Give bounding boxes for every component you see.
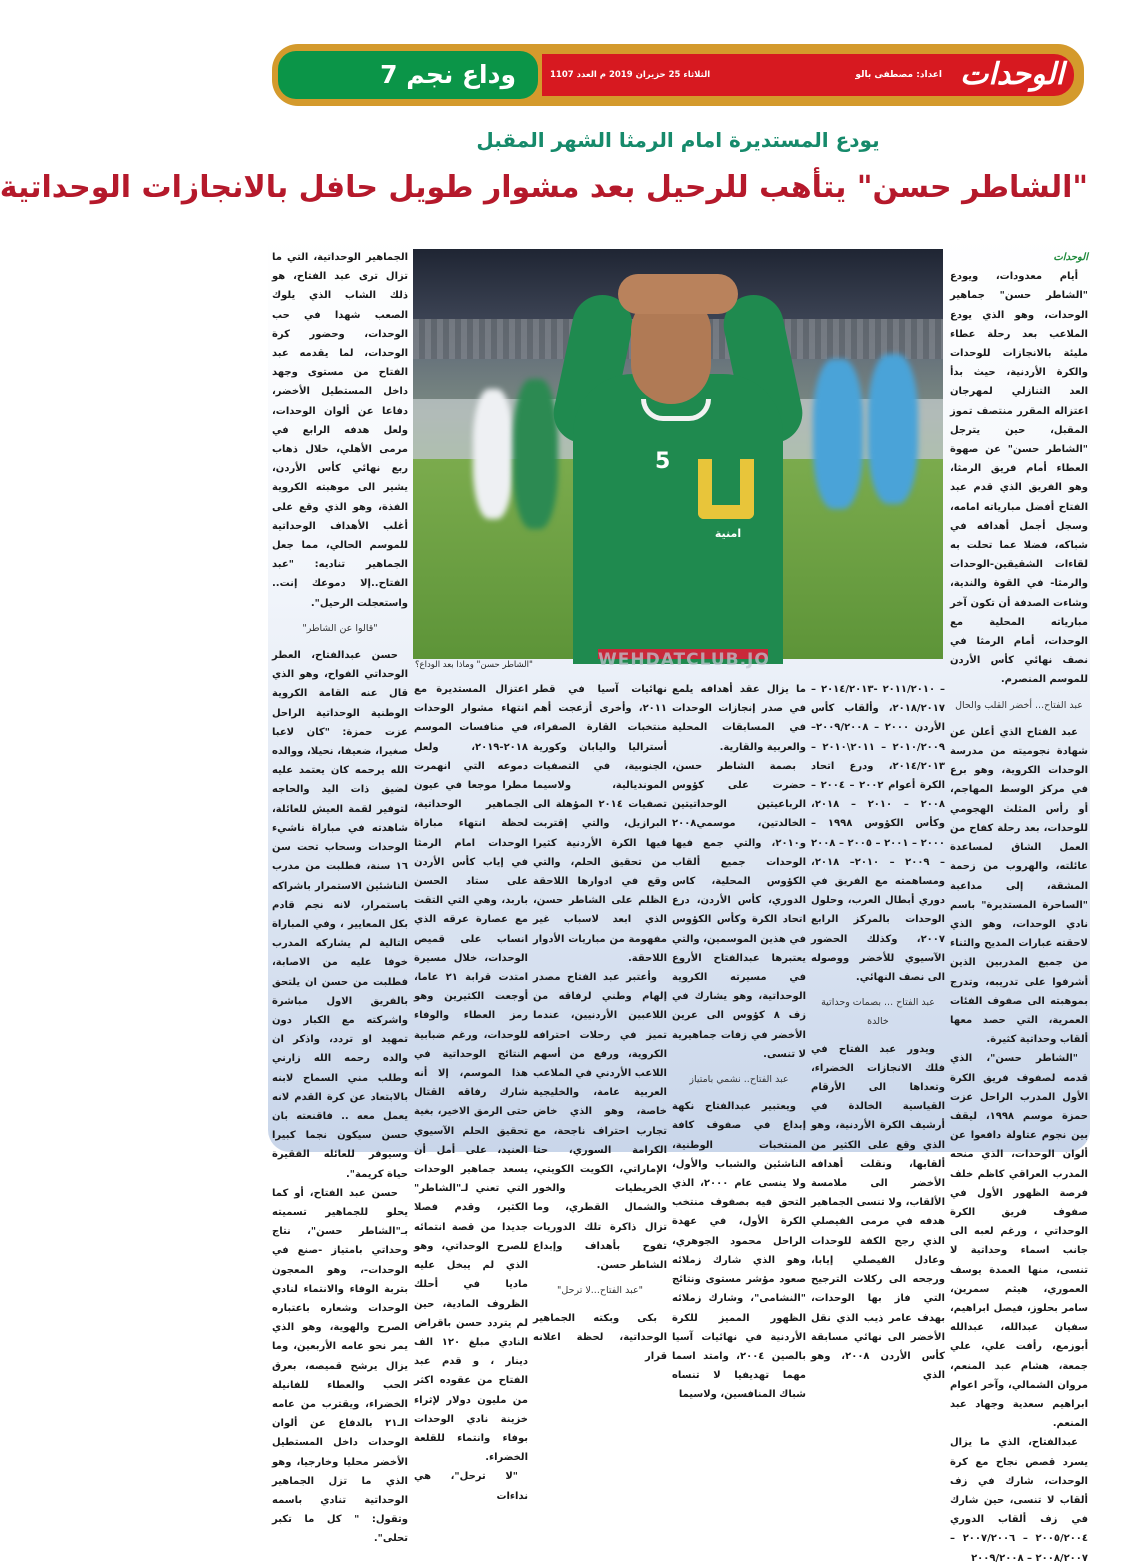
subheading: "عبد الفتاح...لا ترحل" xyxy=(557,1285,643,1297)
paragraph: "الشاطر حسن"، الذي قدمه لصفوف فريق الكرة الأول المدرب الراحل عزت حمزة موسم ١٩٩٨، ليقف بين نجوم عتاولة دافعوا عن ألوان الوحدات، الذي منحه المدرب العراقي كاظم خلف فرصة الظهور الأول في صفوف فريق الكرة الوحداتي ، ورغم لعبه الى جانب اسماء وحداتية لا تنسى، منها العمدة يوسف العموري، هيثم سمرين، سامر بحلوز، فيصل ابراهيم، سفيان عبدالله، عبدالله أبوزمع، رأفت علي، علي جمعة، هشام عبد المنعم، مروان الشمالي، وآخر اعوام ابراهيم سعدية وجهاد عبد المنعم. xyxy=(950,1053,1088,1430)
player-photo xyxy=(413,249,943,659)
paragraph: حسن عبد الفتاح، أو كما يحلو للجماهير تسميته بـ"الشاطر حسن"، نتاج وحداتي بامتياز -صنع في الوحدات-، وهو المعجون بتربة الوفاء والانتماء لنادي الوحدات وشعاره باعتباره الصرح والهوية، وهو الذي يمر نحو عامه الأربعين، وما يزال يرشح قميصه، بعرق الحب والعطاء للفانيلة الخضراء، ويقترب من عامه الـ٢١ بالدفاع عن ألوان الوحدات داخل المستطيل الأخضر محليا وخارجيا، وهو الذي ما تزل الجماهير الوحداتية تنادي باسمه وتقول: " كل ما تكبر تحلى". xyxy=(272,1187,408,1545)
article-kicker: يودع المستديرة امام الرمثا الشهر المقبل xyxy=(476,128,880,152)
article-headline: "الشاطر حسن" يتأهب للرحيل بعد مشوار طويل حافل بالانجازات الوحداتية xyxy=(0,170,1088,205)
sponsor-logo-icon xyxy=(698,459,754,519)
header-green-band xyxy=(278,51,538,99)
shirt-number: 5 xyxy=(655,449,671,474)
sponsor-text: امنية xyxy=(714,527,742,540)
paragraph: اعتزال المستديرة مع انتهاء مشوار الوحدات في منافسات الموسم ٢٠١٨-٢٠١٩، ولعل دموعه التي انهمرت مطرا موجعا في عيون الجماهير الوحداتية، لحظة انتهاء مباراة الوحدات امام الرمثا في إياب كأس الأردن على ستاد الحسن باربد، وهي التي التقت مع عصارة عرقه الذي انساب على قميص الوحدات، خلال مسيرة امتدت قرابة ٢١ عاما، أوجعت الكثيرين وهو رمز العطاء والوفاء للوحدات، ورغم ضبابية النتائج الوحداتية في هذا الموسم، إلا أنه شارك رفاقه القتال حتى الرمق الاخير، بغية تحقيق الحلم الآسيوي العنيد، على أمل أن يسعد جماهير الوحدات التي تعني لـ"الشاطر" الكثير، وقدم فصلا جديدا من قصة انتمائه للصرح الوحداتي، وهو الذي لم يبخل عليه ماديا في أحلك الظروف المادية، حين لم يتردد حسن باقراض النادي مبلغ ١٢٠ الف دينار ، و قدم عبد الفتاح من عقوده اكثر من مليون دولار لإثراء خزينة نادي الوحدات بوفاء وانتماء للقلعة الخضراء. xyxy=(414,684,529,1464)
photo-caption: "الشاطر حسن" وماذا بعد الوداع؟ xyxy=(415,660,533,670)
article-column-3 xyxy=(672,680,807,1401)
subheading: "قالوا عن الشاطر" xyxy=(302,622,378,634)
watermark: WEHDATCLUB.JO xyxy=(598,650,770,670)
paragraph: "لا ترحل"، هي نداءات xyxy=(414,1471,528,1502)
header-red-band xyxy=(542,54,1074,96)
paragraph: الجماهير الوحداتية، التي ما تزال ترى عبد الفتاح، هو ذلك الشاب الذي يلوك الصعب شهدا في حب الوحدات، وحضور كرة الوحدات، لما يقدمه عبد الفتاح من مستوى وجهد داخل المستطيل الأخضر، دفاعا عن ألوان الوحدات، ولعل هدفه الرابع في مرمى الأهلي، خلال ذهاب ربع نهائي كأس الأردن، يشير الى موهبته الكروية الفذة، وهو الذي وقع على أغلب الأهداف الوحداتية للموسم الحالي، مما جعل الجماهير تناديه: "عبد الفتاح..إلا دموعك إنت.. واستعجلت الرحيل". xyxy=(272,252,408,609)
paragraph: نهائيات آسيا في قطر ٢٠١١، وأخرى أزعجت أهم منتخبات القارة الصفراء، أستراليا واليابان وكورية الجنوبية، في التصفيات المونديالية، ولاسيما تصفيات ٢٠١٤ المؤهلة الى البرازيل، والتي إقتربت فيها الكرة الأردنية كثيرا من تحقيق الحلم، والتي وقع في ادوارها اللاحقة الظلم على الشاطر حسن، الذي ابعد لاسباب غير مفهومة من مباريات الأدوار اللاحقة. xyxy=(533,684,667,964)
article-column-2 xyxy=(811,680,946,1382)
paragraph: عبد الفتاح الذي أعلن عن شهادة نجوميته من مدرسة الوحدات الكروية، وهو برع في مركز الوسط المهاجم، أو رأس المثلث الهجومي للوحدات، بعد رحلة كفاح من العمل الشاق لمساعدة عائلته، والهروب من زحمة المشقة، إلى مداعبة "الساحرة المستديرة" باسم نادي الوحدات، وهو الذي لاحقته عبارات المديح والثناء من جميع المدربين الذين أشرفوا على تدريبه، وتدرج بموهبته الى صفوف الفئات العمرية، التي حصد معها ألقاب وحداتية كثيرة. xyxy=(950,726,1088,1046)
paragraph: ويعتبير عبدالفتاح نكهة إبداع في صفوف كافة المنتخبات الوطنية، الناشئين والشباب والأول، ولا ينسى عام ٢٠٠٠، الذي التحق فيه بصفوف منتخب الكرة الأول، في عهدة الراحل محمود الجوهري، وهو الذي شارك زملائه صعود مؤشر مستوى ونتائج "النشامى"، وشارك زملائه الظهور المميز للكرة الأردنية في نهائيات آسيا بالصين ٢٠٠٤، وامتد اسما مهما تهديفيا لا تنساه شباك المنافسين، ولاسيما xyxy=(672,1101,807,1401)
paragraph: حسن عبدالفتاح، العطر الوحداتي الفواح، وهو الذي قال عنه القامة الكروية الوطنية الوحداتية الراحل عزت حمزة: "كان لاعبا صغيرا، ضعيفا، نحيلا، ووالده الله يرحمه كان يعتمد عليه لضيق ذات اليد والحاجه لتوفير لقمة العيش للعائلة، شاهدته في مباراة ناشيء الوحدات وسحاب تحت سن ١٦ سنة، فطلبت من مدرب الناشئين الاستمرار باشراكه باستمرار، لانه نجم قادم بكل المعايير ، وفي المباراة التالية لم يشاركه المدرب خوفا عليه من الاصابة، فطلبت من حسن ان يلتحق بالفريق الاول مباشرة واشركته مع الكبار دون تمهيد او تردد، واذكر ان والده رحمه الله زارني وطلب مني السماح لابنه بالابتعاد عن كرة القدم لانه يعمل معه .. فاقنعته بان حسن سيكون نجما كبيرا وسيوفر للعائله الفقيرة حياة كريمة". xyxy=(272,650,408,1180)
paragraph: ويدور عبد الفتاح في فلك الانجازات الخضراء، وتعداها الى الأرقام القياسية الخالدة في أرشيف الكرة الأردنية، وهو الذي وقع على الكثير من ألقابها، ونقلت أهدافه الأخضر الى ملامسة الألقاب، ولا تنسى الجماهير هدفه في مرمى الفيصلي الذي رجح الكفة للوحدات وعادل الفيصلي إيابا، ورجحه الى ركلات الترجيح التي فاز بها الوحدات، بهدف عامر ذيب الذي نقل الأخضر الى نهائي مسابقة كأس الأردن ٢٠٠٨، وهو الذي xyxy=(811,1043,945,1382)
subheading: عبد الفتاح.. نشمي بامتياز xyxy=(689,1074,789,1086)
paragraph: – ٢٠١١/٢٠١٠ -٢٠١٤/٢٠١٣ – ٢٠١٨/٢٠١٧، وألقاب كأس الأردن ٢٠٠٠ – ٢٠٠٩/٢٠٠٨– ٢٠١٠/٢٠٠٩ – ٢٠١١\٢٠١٠ – ٢٠١٤/٢٠١٣، ودرع اتحاد الكرة أعوام ٢٠٠٢ – ٢٠٠٤ – ٢٠٠٨ – ٢٠١٠ – ٢٠١٨، وكأس الكؤوس ١٩٩٨ – ٢٠٠٠ – ٢٠٠١ – ٢٠٠٥ – ٢٠٠٨ – ٢٠٠٩ – ٢٠١٠– ٢٠١٨، ومساهمته مع الفريق في دوري أبطال العرب، وحلول الوحدات بالمركز الرابع ٢٠٠٧، وكذلك الحضور الآسيوي للأخضر ووصوله الى نصف النهائي. xyxy=(811,684,946,984)
paragraph: وأعتبر عبد الفتاح مصدر إلهام وطني لرفاقه من اللاعبين الأردنيين، عندما تميز في رحلات احترافه الكروية، ورفع من أسهم اللاعب الأردني في الملاعب العربية عامة، والخليجية خاصة، وهو الذي خاض تجارب احتراف ناجحة، مع الكرامة السوري، حتا الإماراتي، الكويت الكويتي، الخريطيات والخور والشمال القطري، وما تزال ذاكرة تلك الدوريات تفوح بأهداف وإبداع الشاطر حسن. xyxy=(533,972,667,1272)
page-header xyxy=(272,44,1084,106)
paragraph: أيام معدودات، ويودع "الشاطر حسن" جماهير الوحدات، وهو الذي يودع الملاعب بعد رحلة عطاء مليئة بالانجازات للوحدات والكرة الأردنية، حيث بدأ العد التنازلي لمهرجان اعتزاله المقرر منتصف تموز المقبل، حين يترجل "الشاطر حسن" عن صهوة العطاء أمام فريق الرمثا، وهو الفريق الذي قدم عبد الفتاح أفضل مبارياته امامه، وسجل أجمل أهدافه في شباكه، فضلا عما تحلت به لقاءات الشقيقين-الوحدات والرمثا- في القوة والندية، وشاءت الصدفة أن تكون آخر مبارياته المحلية مع الوحدات، أمام الرمثا في نصف نهائي كأس الأردن للموسم المنصرم. xyxy=(950,271,1088,686)
background-referee xyxy=(868,354,918,504)
article-column-4 xyxy=(533,680,667,1362)
article-column-1 xyxy=(950,248,1089,1564)
prepared-by: اعداد: مصطفى بالو xyxy=(855,70,942,80)
paragraph: بكى وبكته الجماهير الوحداتية، لحظة اعلانه قرار xyxy=(533,1312,667,1362)
shirt-collar xyxy=(641,399,711,421)
subheading: عبد الفتاح... أخضر القلب والحال xyxy=(955,699,1083,711)
paragraph: عبدالفتاح، الذي ما يزال يسرد قصص نجاح مع كرة الوحدات، شارك في زف ألقاب لا تنسى، حين شارك في زف ألقاب الدوري ٢٠٠٥/٢٠٠٤ – ٢٠٠٧/٢٠٠٦ – ٢٠٠٨/٢٠٠٧ – ٢٠٠٩/٢٠٠٨ xyxy=(950,1437,1089,1564)
article-column-6 xyxy=(272,248,408,1545)
background-player xyxy=(473,389,513,519)
paragraph: بصمة الشاطر حسن، حضرت على كؤوس الرباعيتين الوحداتيتين الخالدتين، موسمي٢٠٠٨ و٢٠١٠، والتي جمع فيها الوحدات جميع ألقاب الكؤوس المحلية، كاس الدوري، كأس الأردن، درع اتحاد الكرة وكأس الكؤوس في هذين الموسمين، والتي يعتبرها عبدالفتاح الأروع في مسيرته الكروية الوحداتية، وهو يشارك في زف ٨ كؤوس الى عرين الأخضر في زفات جماهيرية لا تنسى. xyxy=(672,760,806,1060)
source-tag: الوحدات xyxy=(1053,252,1088,263)
section-title: وداع نجم 7 xyxy=(380,60,516,89)
background-player xyxy=(513,379,558,529)
background-referee xyxy=(813,359,863,509)
paragraph: ما يزال عقد أهدافه يلمع في صدر إنجازات الوحدات في المسابقات المحلية والعربية والقارية. xyxy=(672,684,806,753)
subheading: عبد الفتاح ... بصمات وحداتية خالدة xyxy=(821,997,935,1028)
player-hands xyxy=(618,274,738,314)
issue-date: الثلاثاء 25 حزيران 2019 م العدد 1107 xyxy=(550,70,711,80)
article-column-5 xyxy=(414,680,529,1502)
newspaper-logo: الوحدات xyxy=(960,57,1064,92)
